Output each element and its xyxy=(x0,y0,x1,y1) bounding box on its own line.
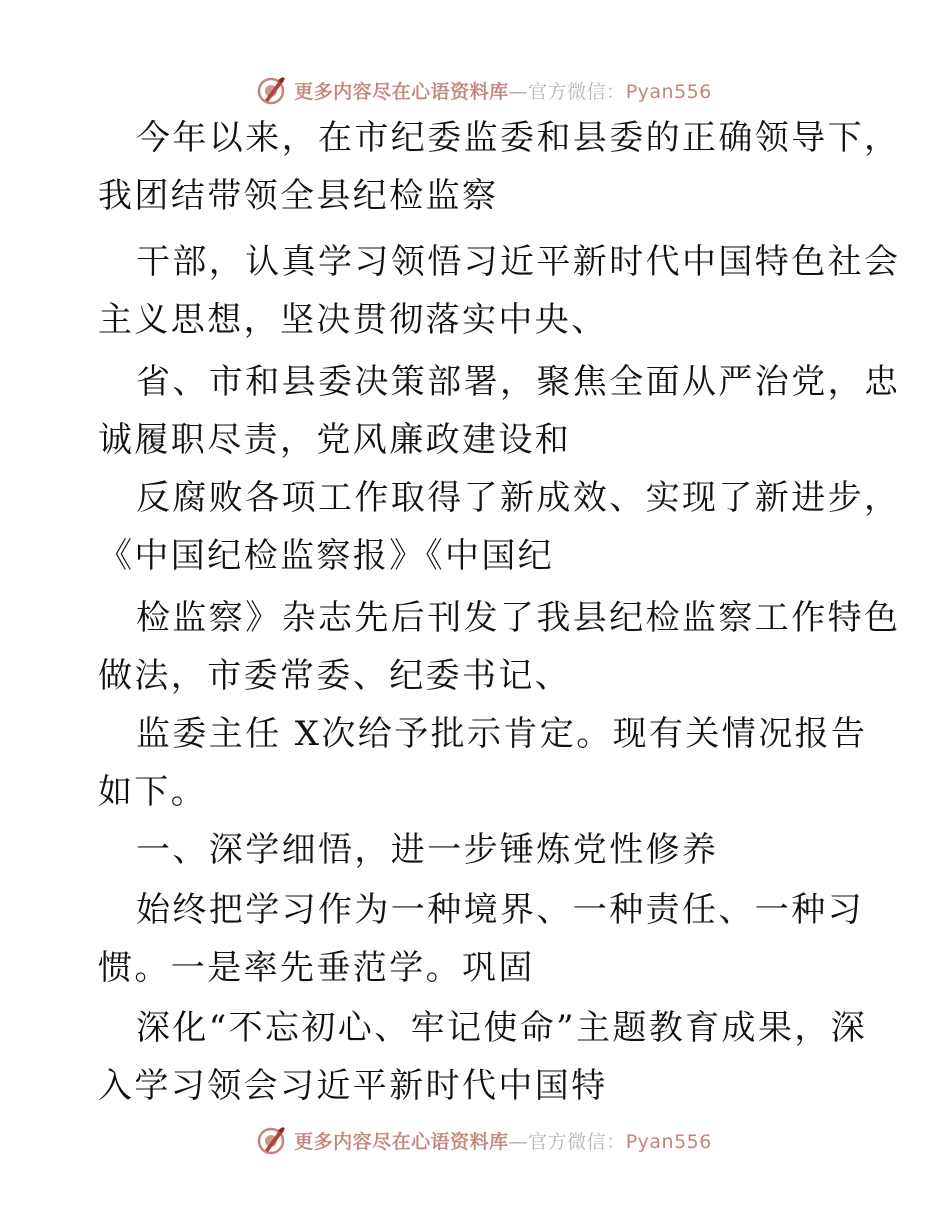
body-line: 省、市和县委决策部署，聚焦全面从严治党，忠 xyxy=(136,362,901,402)
feather-circle-logo-icon xyxy=(256,74,288,106)
top-watermark-banner xyxy=(0,70,950,110)
body-line: 做法，市委常委、纪委书记、 xyxy=(98,656,572,696)
watermark-inner xyxy=(256,74,712,106)
watermark-site: 更多内容尽在心语资料库 xyxy=(294,1130,509,1153)
watermark-site: 更多内容尽在心语资料库 xyxy=(294,80,509,103)
body-line: 《中国纪检监察报》《中国纪 xyxy=(98,536,555,576)
watermark-text xyxy=(294,1127,712,1154)
body-line: 检监察》杂志先后刊发了我县纪检监察工作特色 xyxy=(136,598,901,638)
body-line: 反腐败各项工作取得了新成效、实现了新进步， xyxy=(136,478,901,518)
body-line: 主义思想，坚决贯彻落实中央、 xyxy=(98,300,608,340)
watermark-wechat-id: Pyan556 xyxy=(625,1130,712,1153)
body-line: 今年以来，在市纪委监委和县委的正确领导下， xyxy=(136,118,901,158)
body-line: 诚履职尽责，党风廉政建设和 xyxy=(98,420,572,460)
body-line: 深化“不忘初心、牢记使命”主题教育成果，深 xyxy=(136,1008,868,1048)
body-line: 惯。一是率先垂范学。巩固 xyxy=(98,948,535,988)
watermark-wechat-id: Pyan556 xyxy=(625,80,712,103)
bottom-watermark-banner xyxy=(0,1120,950,1160)
watermark-wechat-label: 官方微信： xyxy=(528,1130,626,1153)
section-heading: 一、深学细悟，进一步锤炼党性修养 xyxy=(136,830,719,870)
watermark-dash: — xyxy=(508,80,529,103)
watermark-text xyxy=(294,77,712,104)
body-line: 如下。 xyxy=(98,772,208,812)
body-line: 入学习领会习近平新时代中国特 xyxy=(98,1066,608,1106)
watermark-wechat-label: 官方微信： xyxy=(528,80,626,103)
watermark-inner xyxy=(256,1124,712,1156)
watermark-dash: — xyxy=(508,1130,529,1153)
body-line: 监委主任 X次给予批示肯定。现有关情况报告 xyxy=(136,714,868,754)
body-line: 干部，认真学习领悟习近平新时代中国特色社会 xyxy=(136,242,901,282)
body-line: 始终把学习作为一种境界、一种责任、一种习 xyxy=(136,890,864,930)
feather-circle-logo-icon xyxy=(256,1124,288,1156)
body-line: 我团结带领全县纪检监察 xyxy=(98,176,499,216)
